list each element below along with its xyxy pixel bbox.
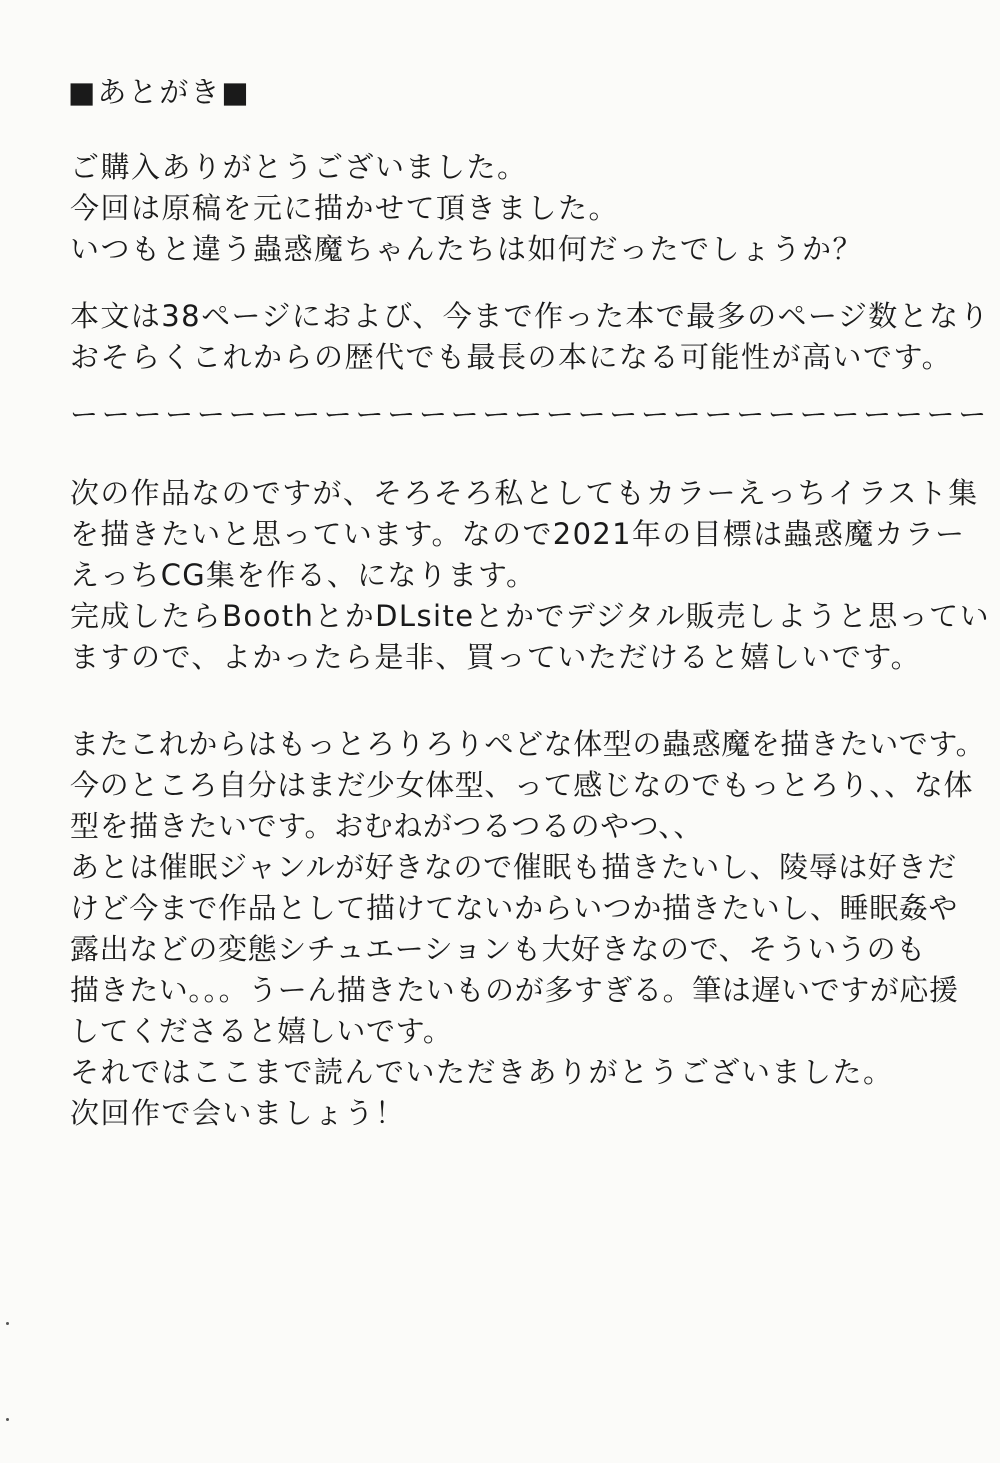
text-line: けど今まで作品として描けてないからいつか描きたいし、睡眠姦や (70, 891, 959, 925)
thanks-paragraph (70, 147, 863, 270)
future-plans-paragraph (70, 724, 985, 1052)
text-line: またこれからはもっとろりろりぺどな体型の蟲惑魔を描きたいです。 (70, 727, 986, 761)
text-line: 次の作品なのですが、そろそろ私としてもカラーえっちイラスト集 (70, 476, 979, 510)
text-line: あとは催眠ジャンルが好きなので催眠も描きたいし、陵辱は好きだ (70, 850, 957, 884)
text-line: 描きたい。。。うーん描きたいものが多すぎる。筆は遅いですが応援 (70, 973, 959, 1007)
text-line: 型を描きたいです。おむねがつるつるのやつ、、 (70, 809, 703, 843)
text-line: してくださると嬉しいです。 (70, 1014, 453, 1048)
paper-speck (6, 1418, 9, 1421)
text-line: 完成したらBoothとかDLsiteとかでデジタル販売しようと思ってい (70, 599, 990, 633)
text-line: いつもと違う蟲惑魔ちゃんたちは如何だったでしょうか？ (70, 232, 864, 266)
dashed-divider: ーーーーーーーーーーーーーーーーーーーーーーーーーーーーー (70, 398, 990, 431)
afterword-heading: ■あとがき■ (68, 75, 251, 109)
text-line: ますので、よかったら是非、買っていただけると嬉しいです。 (70, 640, 922, 674)
closing-paragraph (70, 1052, 894, 1134)
text-line: 今のところ自分はまだ少女体型、って感じなのでもっとろり、、な体 (70, 768, 974, 802)
text-line: を描きたいと思っています。なので2021年の目標は蟲惑魔カラー (70, 517, 966, 551)
text-line: えっちCG集を作る、になります。 (70, 558, 537, 592)
text-line: ご購入ありがとうございました。 (70, 150, 528, 184)
text-line: 露出などの変態シチュエーションも大好きなので、そういうのも (70, 932, 926, 966)
page-count-paragraph (70, 296, 990, 378)
text-line: 今回は原稿を元に描かせて頂きました。 (70, 191, 620, 225)
paper-speck (6, 1322, 9, 1325)
text-line: 次回作で会いましょう！ (70, 1096, 406, 1130)
next-work-paragraph (70, 473, 990, 678)
text-line: 本文は38ページにおよび、今まで作った本で最多のページ数となり (70, 299, 990, 333)
text-line: それではここまで読んでいただきありがとうございました。 (70, 1055, 894, 1089)
text-line: おそらくこれからの歴代でも最長の本になる可能性が高いです。 (70, 340, 953, 374)
